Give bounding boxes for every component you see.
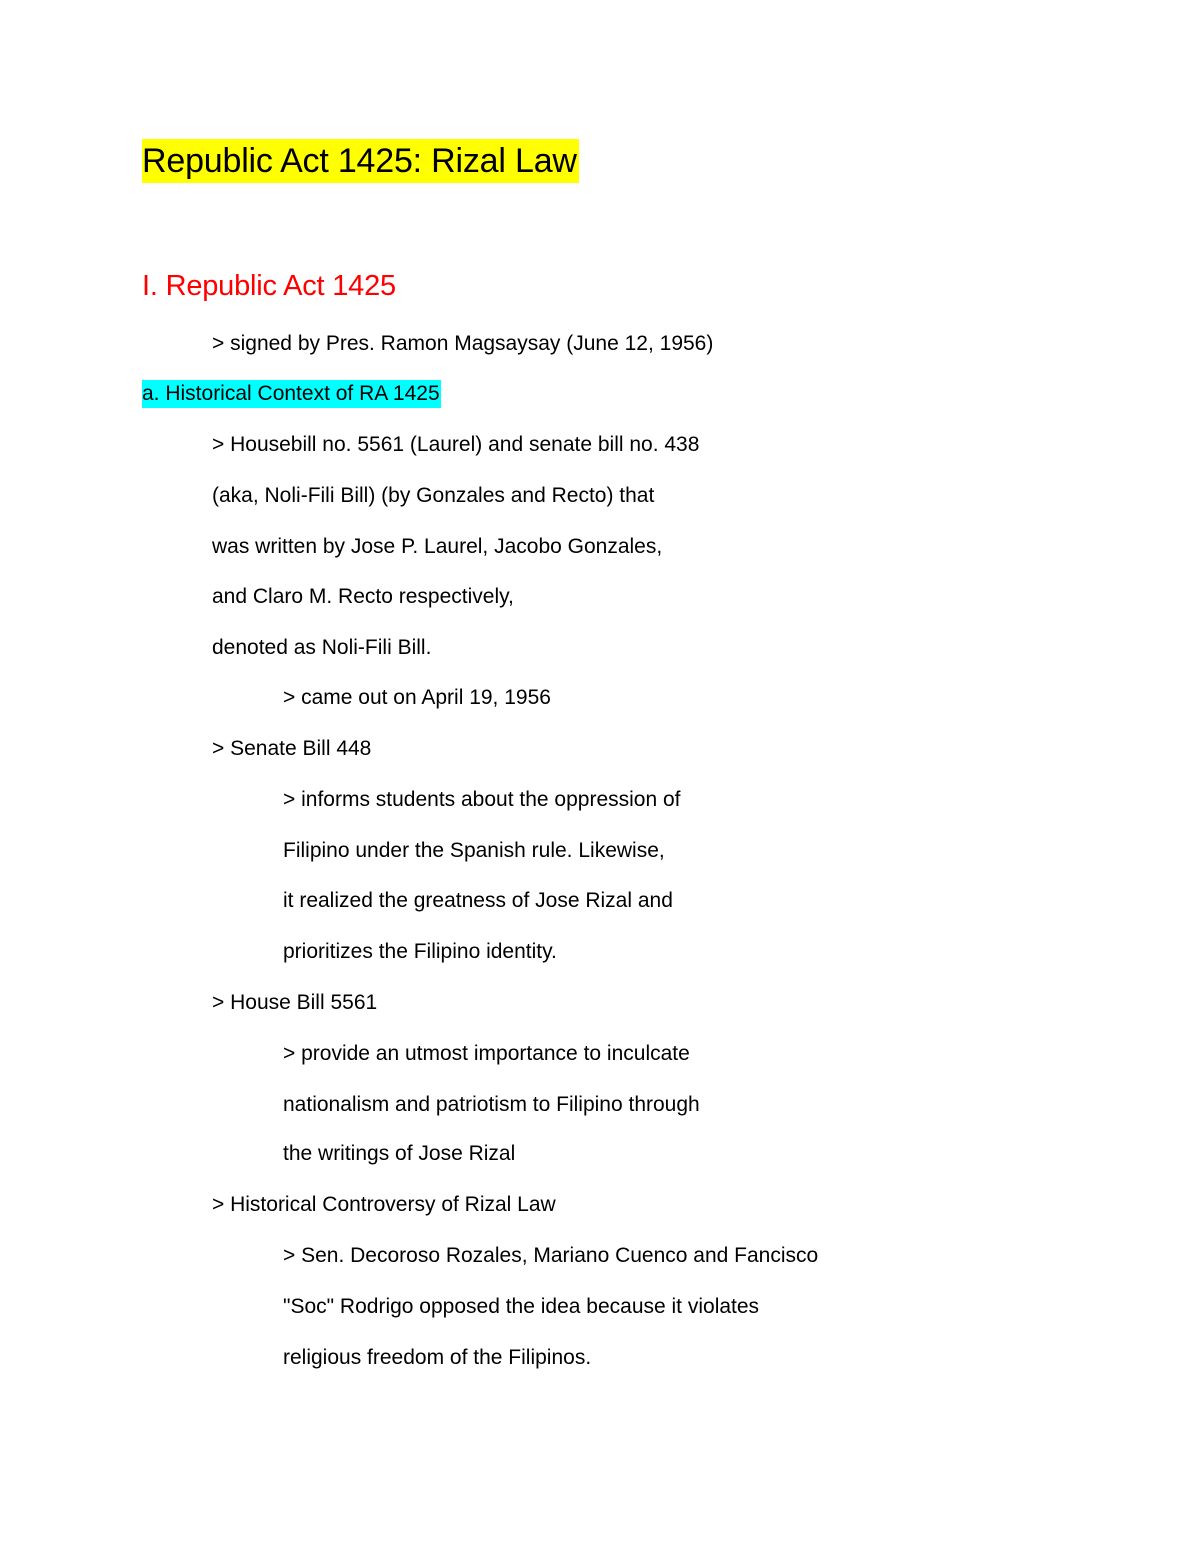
body-line: and Claro M. Recto respectively, [212,585,514,608]
body-line: > House Bill 5561 [212,991,378,1014]
body-line: > Historical Controversy of Rizal Law [212,1193,556,1216]
document-title: Republic Act 1425: Rizal Law [142,139,579,183]
body-line: > Sen. Decoroso Rozales, Mariano Cuenco and Fancisco [283,1244,819,1267]
body-line: was written by Jose P. Laurel, Jacobo Gonzales, [212,535,663,558]
section-heading: I. Republic Act 1425 [142,270,396,302]
body-line: denoted as Noli-Fili Bill. [212,636,432,659]
body-line: > Housebill no. 5561 (Laurel) and senate bill no. 438 [212,433,700,456]
body-line: > informs students about the oppression of [283,788,681,811]
body-line: > Senate Bill 448 [212,737,372,760]
body-line: it realized the greatness of Jose Rizal and [283,889,673,912]
body-line: > came out on April 19, 1956 [283,686,551,709]
body-line: (aka, Noli-Fili Bill) (by Gonzales and Recto) that [212,484,655,507]
body-line: the writings of Jose Rizal [283,1142,516,1165]
body-line: prioritizes the Filipino identity. [283,940,557,963]
body-line: > provide an utmost importance to inculcate [283,1042,690,1065]
body-line: Filipino under the Spanish rule. Likewise, [283,839,665,862]
signed-line: > signed by Pres. Ramon Magsaysay (June 12, 1956) [212,332,714,355]
subsection-heading: a. Historical Context of RA 1425 [142,380,441,408]
body-line: "Soc" Rodrigo opposed the idea because it violates [283,1295,760,1318]
body-line: religious freedom of the Filipinos. [283,1346,592,1369]
body-line: nationalism and patriotism to Filipino through [283,1093,700,1116]
